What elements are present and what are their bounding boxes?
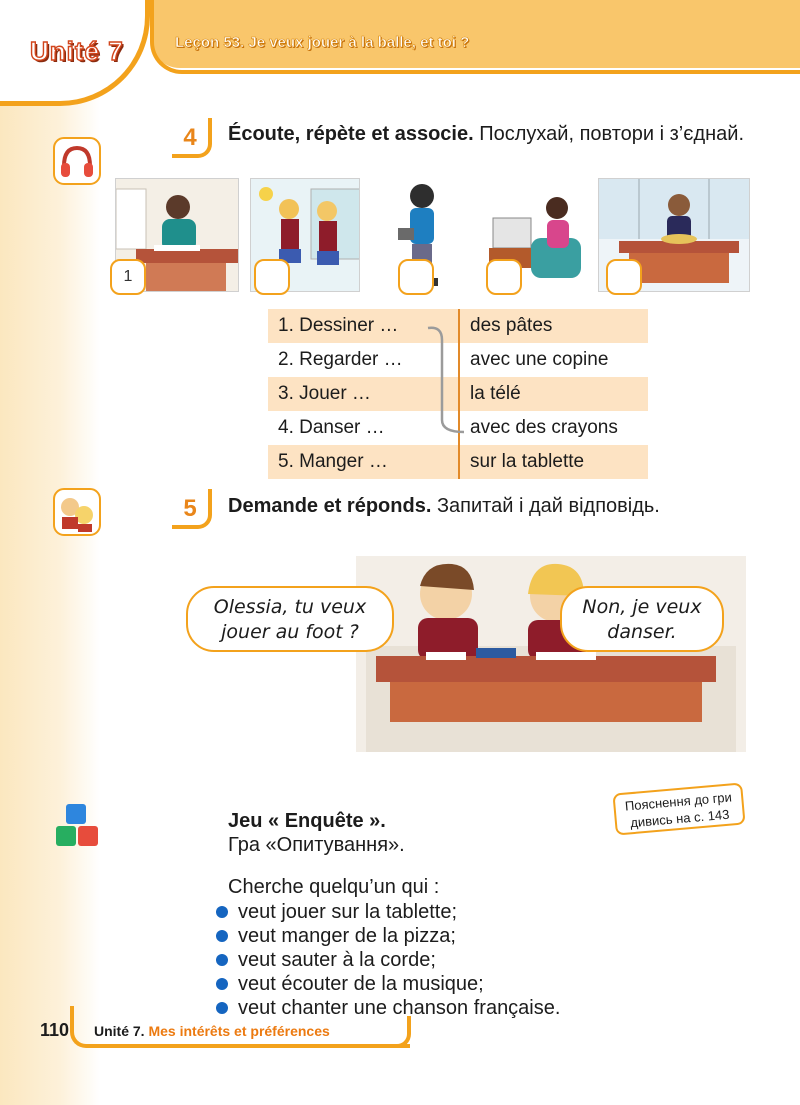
match-right-3: la télé [459, 377, 648, 411]
match-left-2: 2. Regarder … [268, 343, 459, 377]
exercise-4-number: 4 [172, 118, 212, 158]
bullet-icon [216, 978, 228, 990]
photo-answer-box-2[interactable] [254, 259, 290, 295]
list-item: veut sauter à la corde; [212, 948, 560, 972]
photo-answer-box-4[interactable] [486, 259, 522, 295]
exercise-5-instruction-bold: Demande et réponds. [228, 495, 432, 517]
match-left-3: 3. Jouer … [268, 377, 459, 411]
table-row [268, 445, 648, 479]
exercise-4-instruction-ua: Послухай, повтори і з’єднай. [473, 123, 745, 145]
exercise-5-number: 5 [172, 489, 212, 529]
match-right-5: sur la tablette [459, 445, 648, 479]
match-left-5: 5. Manger … [268, 445, 459, 479]
match-connector-line [420, 320, 470, 440]
list-item: veut chanter une chanson française. [212, 996, 560, 1020]
speech-bubble-boy-line2: jouer au foot ? [221, 621, 359, 643]
game-subtitle: Гра «Опитування». [228, 834, 405, 856]
exercise-4-instruction [228, 120, 773, 148]
match-left-1: 1. Dessiner … [268, 309, 459, 343]
speech-bubble-boy-line1: Olessia, tu veux [213, 596, 367, 618]
game-note-line1: Пояснення до гри [624, 789, 733, 814]
game-note-line2: дивись на с. 143 [629, 806, 730, 831]
letter-blocks-icon [52, 802, 102, 852]
match-right-1: des pâtes [459, 309, 648, 343]
footer-unit-label: Unité 7. [94, 1023, 145, 1039]
photo-number-1: 1 [110, 259, 146, 295]
unit-title: Unité 7 [30, 36, 124, 66]
match-left-4: 4. Danser … [268, 411, 459, 445]
lesson-title: Leçon 53. Je veux jouer à la balle, et toi ? [175, 34, 470, 51]
page-number: 110 [40, 1020, 70, 1040]
speech-bubble-boy [186, 586, 394, 652]
match-right-2: avec une copine [470, 349, 609, 370]
game-intro: Cherche quelqu’un qui : [228, 876, 440, 898]
game-list [212, 900, 560, 1020]
bullet-icon [216, 930, 228, 942]
bullet-icon [216, 906, 228, 918]
list-item: veut écouter de la musique; [212, 972, 560, 996]
exercise-5-instruction [228, 492, 788, 520]
speech-bubble-girl [560, 586, 724, 652]
speech-bubble-girl-line2: danser. [607, 621, 677, 643]
photo-answer-box-3[interactable] [398, 259, 434, 295]
list-item: veut manger de la pizza; [212, 924, 560, 948]
photo-answer-box-5[interactable] [606, 259, 642, 295]
kids-talking-icon [52, 487, 102, 537]
exercise-4-instruction-bold: Écoute, répète et associe. [228, 123, 474, 145]
footer-unit [94, 1023, 330, 1039]
game-note [612, 782, 745, 835]
list-item: veut jouer sur la tablette; [212, 900, 560, 924]
match-right-4: avec des crayons [470, 417, 618, 438]
speech-bubble-girl-line1: Non, je veux [582, 596, 702, 618]
headphones-icon [52, 136, 102, 186]
game-title: Jeu « Enquête ». [228, 810, 386, 832]
bullet-icon [216, 954, 228, 966]
footer-unit-theme: Mes intérêts et préférences [148, 1023, 330, 1039]
exercise-5-instruction-ua: Запитай і дай відповідь. [431, 495, 660, 517]
